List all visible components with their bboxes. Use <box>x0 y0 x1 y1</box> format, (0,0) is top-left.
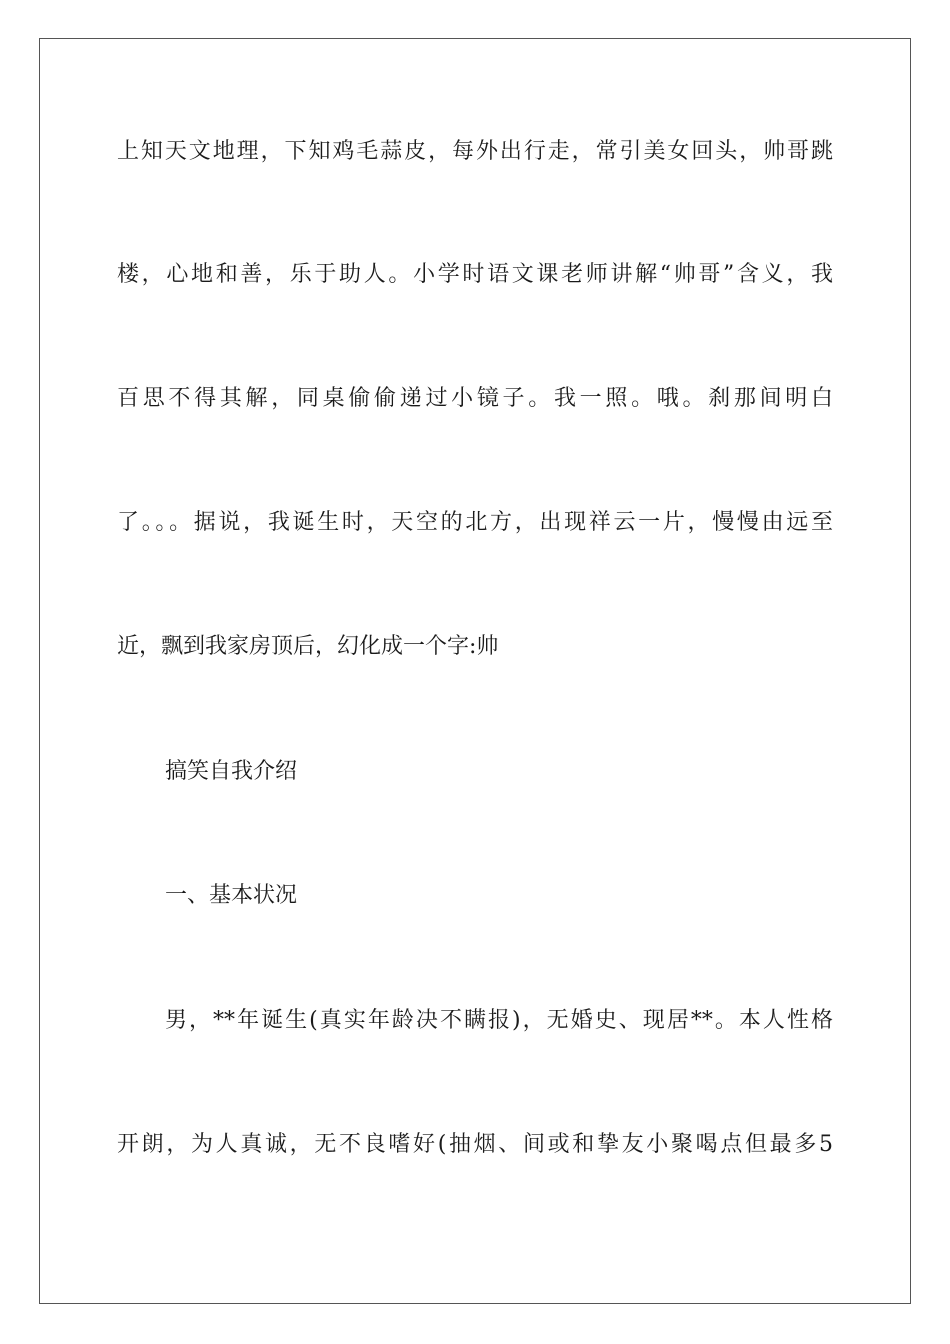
body-text-line-5: 近，飘到我家房顶后，幻化成一个字:帅 <box>117 634 499 659</box>
body-text-line-2: 楼，心地和善，乐于助人。小学时语文课老师讲解“帅哥”含义，我 <box>117 262 833 287</box>
page-border <box>39 38 911 1304</box>
body-text-line-4: 了。。。据说，我诞生时，天空的北方，出现祥云一片，慢慢由远至 <box>117 510 833 535</box>
body-text-line-7: 开朗，为人真诚，无不良嗜好(抽烟、间或和挚友小聚喝点但最多5 <box>117 1132 833 1157</box>
body-text-line-3: 百思不得其解，同桌偷偷递过小镜子。我一照。哦。刹那间明白 <box>117 386 833 411</box>
section-heading: 一、基本状况 <box>165 883 298 908</box>
section-title: 搞笑自我介绍 <box>165 759 298 784</box>
body-text-line-1: 上知天文地理，下知鸡毛蒜皮，每外出行走，常引美女回头，帅哥跳 <box>117 139 833 164</box>
body-text-line-6: 男，**年诞生(真实年龄决不瞒报)，无婚史、现居**。本人性格 <box>165 1008 833 1033</box>
